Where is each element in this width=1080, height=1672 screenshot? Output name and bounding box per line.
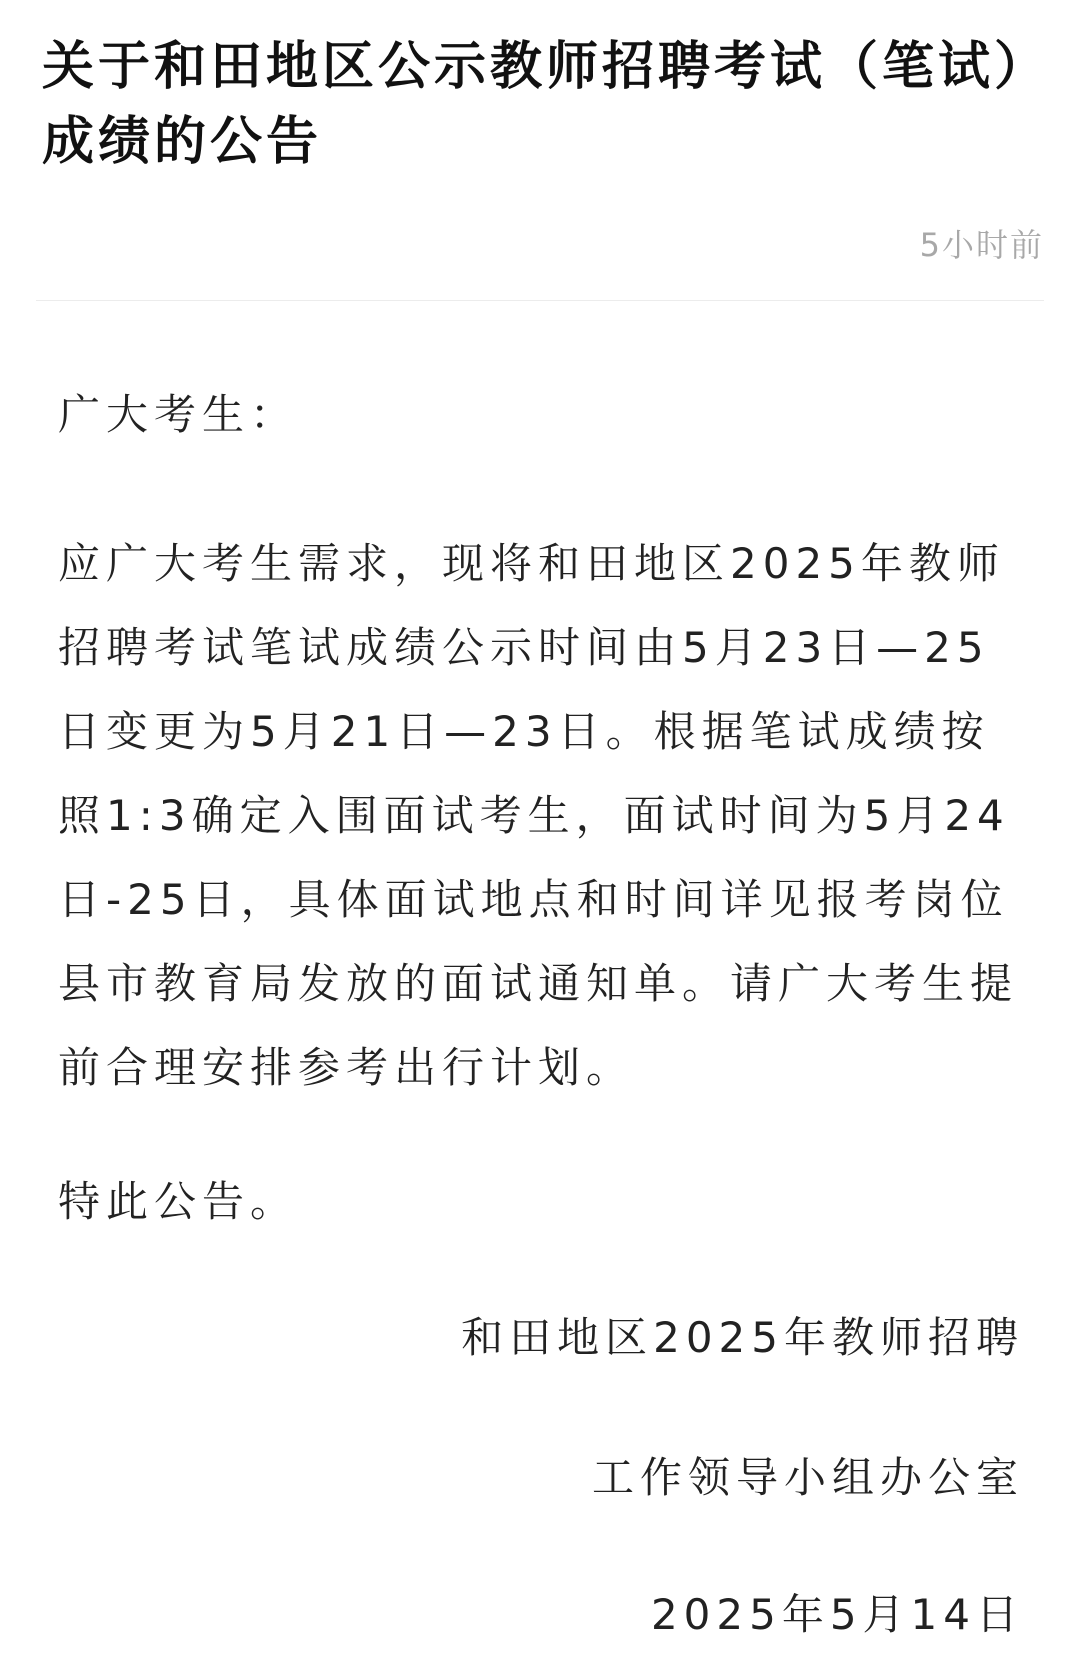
publish-time: 5小时前 [919, 226, 1044, 264]
signature-office: 工作领导小组办公室 [591, 1453, 1024, 1502]
salutation: 广大考生： [58, 390, 299, 439]
closing-line: 特此公告。 [58, 1177, 299, 1226]
header-divider [36, 300, 1044, 301]
notice-paragraph: 应广大考生需求，现将和田地区2025年教师招聘考试笔试成绩公示时间由5月23日—25日变更为5月21日—23日。根据笔试成绩按照1:3确定入围面试考生，面试时间为5月24日-25日，具体面试地点和时间详见报考岗位县市教育局发放的面试通知单。请广大考生提前合理安排参考出行计划。 [58, 539, 1019, 1092]
signature-organization: 和田地区2025年教师招聘 [461, 1313, 1024, 1362]
article-title: 关于和田地区公示教师招聘考试（笔试）成绩的公告 [42, 37, 1025, 172]
signature-date: 2025年5月14日 [650, 1590, 1024, 1639]
